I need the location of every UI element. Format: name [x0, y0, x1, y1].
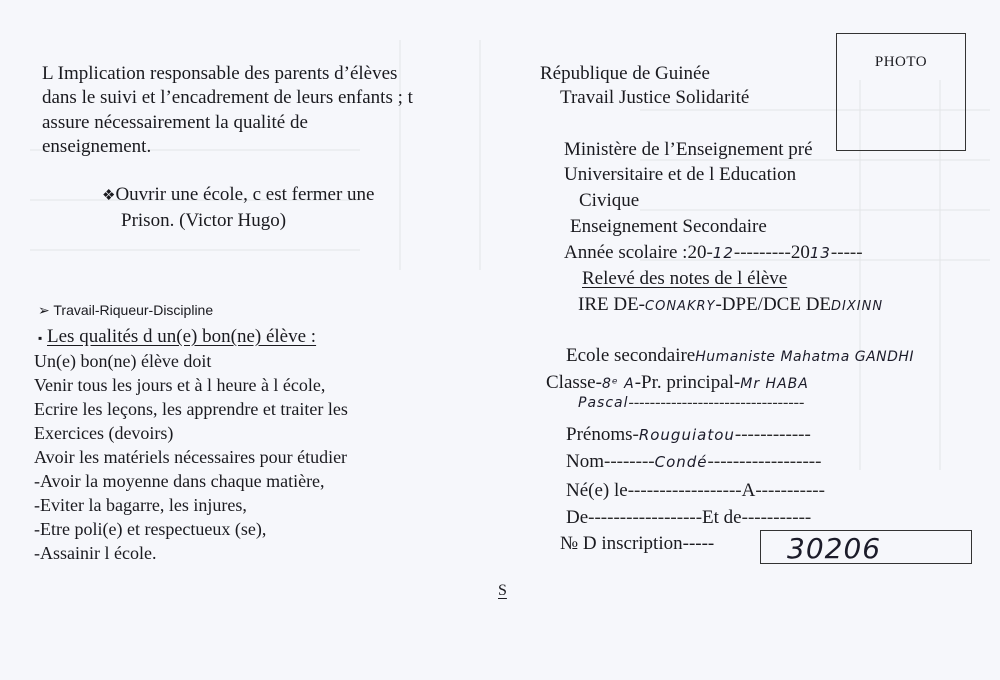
inscription-label: № D inscription----- — [560, 533, 715, 554]
class-value: 8ᵉ A — [601, 376, 635, 392]
list-item: Un(e) bon(ne) élève doit — [34, 351, 212, 371]
qualities-list — [34, 349, 348, 565]
republic-title: République de Guinée — [540, 63, 710, 84]
nom-label: Nom — [566, 451, 604, 472]
quote — [102, 184, 374, 207]
inscription-number-box — [760, 530, 972, 564]
ministry-line-1: Ministère de l’Enseignement pré — [564, 139, 813, 160]
secondary-education: Enseignement Secondaire — [570, 216, 767, 237]
dpe-label: -DPE/DCE DE — [715, 294, 832, 315]
born-label: Né(e) le — [566, 480, 628, 501]
qualities-heading — [38, 326, 316, 349]
quote-bullet-icon: ❖ — [102, 188, 116, 204]
extra-name-line: Pascal--------------------------------- — [578, 394, 805, 411]
photo-placeholder — [836, 33, 966, 151]
school-label: Ecole secondaire — [566, 345, 696, 366]
nom-value: Condé — [654, 453, 708, 471]
class-label: Classe- — [546, 372, 602, 393]
inscription-number: 30206 — [787, 532, 882, 565]
ire-label: IRE DE- — [578, 294, 646, 315]
intro-line-2: dans le suivi et l’encadrement de leurs enfants ; t — [42, 87, 413, 108]
small-bullet-icon: ▪ — [38, 331, 43, 345]
ministry-line-2: Universitaire et de l Education — [564, 164, 797, 185]
qualities-title: Les qualités d un(e) bon(ne) élève : — [47, 326, 317, 347]
list-item: Exercices (devoirs) — [34, 423, 174, 443]
born-at-label: A — [741, 480, 756, 501]
prenoms-line: Prénoms-Rouguiatou------------ — [566, 424, 811, 445]
list-item: Avoir les matériels nécessaires pour étudier — [34, 447, 348, 467]
prenoms-label: Prénoms — [566, 424, 633, 445]
intro-line-4: enseignement. — [42, 136, 152, 157]
intro-line-3: assure nécessairement la qualité de — [42, 112, 308, 133]
school-year-end: 13 — [809, 244, 831, 262]
principal-label: -Pr. principal- — [634, 372, 741, 393]
ire-dpe-line — [578, 294, 883, 318]
quote-line-2: Prison. (Victor Hugo) — [121, 210, 287, 231]
nom-line: Nom--------Condé------------------ — [566, 451, 822, 472]
intro-line-1: L Implication responsable des parents d’élèves — [42, 63, 398, 84]
principal-value: Mr HABA — [740, 376, 809, 392]
born-line: Né(e) le------------------A----------- — [566, 480, 825, 501]
ministry-line-3: Civique — [579, 190, 640, 211]
school-year-start: 12 — [712, 244, 734, 262]
school-year-mid: 20 — [790, 242, 810, 263]
father-label: De — [566, 507, 589, 528]
dpe-value: DIXINN — [831, 299, 884, 314]
list-item: -Assainir l école. — [34, 543, 157, 563]
list-item: -Etre poli(e) et respectueux (se), — [34, 519, 267, 539]
mother-label: Et de — [702, 507, 742, 528]
national-motto: Travail Justice Solidarité — [560, 87, 750, 108]
footer-letter: S — [498, 582, 507, 599]
quote-line-1: Ouvrir une école, c est fermer une — [115, 184, 375, 205]
school-line — [566, 345, 914, 368]
prenoms-value: Rouguiatou — [638, 426, 735, 444]
school-year: Année scolaire :20-12---------2013----- — [564, 242, 863, 263]
parents-line: De------------------Et de----------- — [566, 507, 812, 528]
extra-name: Pascal — [578, 395, 629, 411]
report-title: Relevé des notes de l élève — [582, 268, 788, 289]
list-item: -Avoir la moyenne dans chaque matière, — [34, 471, 325, 491]
class-line — [546, 372, 809, 395]
list-item: -Eviter la bagarre, les injures, — [34, 495, 247, 515]
arrow-bullet-icon: ➢ — [38, 302, 50, 318]
ire-value: CONAKRY — [645, 299, 716, 314]
school-motto-text: Travail-Riqueur-Discipline — [53, 302, 214, 318]
school-value: Humaniste Mahatma GANDHI — [695, 349, 915, 365]
school-year-label: Année scolaire :20 — [564, 242, 707, 263]
school-motto — [38, 302, 213, 319]
list-item: Ecrire les leçons, les apprendre et traiter les — [34, 399, 348, 419]
list-item: Venir tous les jours et à l heure à l école, — [34, 375, 326, 395]
photo-label: PHOTO — [874, 54, 928, 70]
